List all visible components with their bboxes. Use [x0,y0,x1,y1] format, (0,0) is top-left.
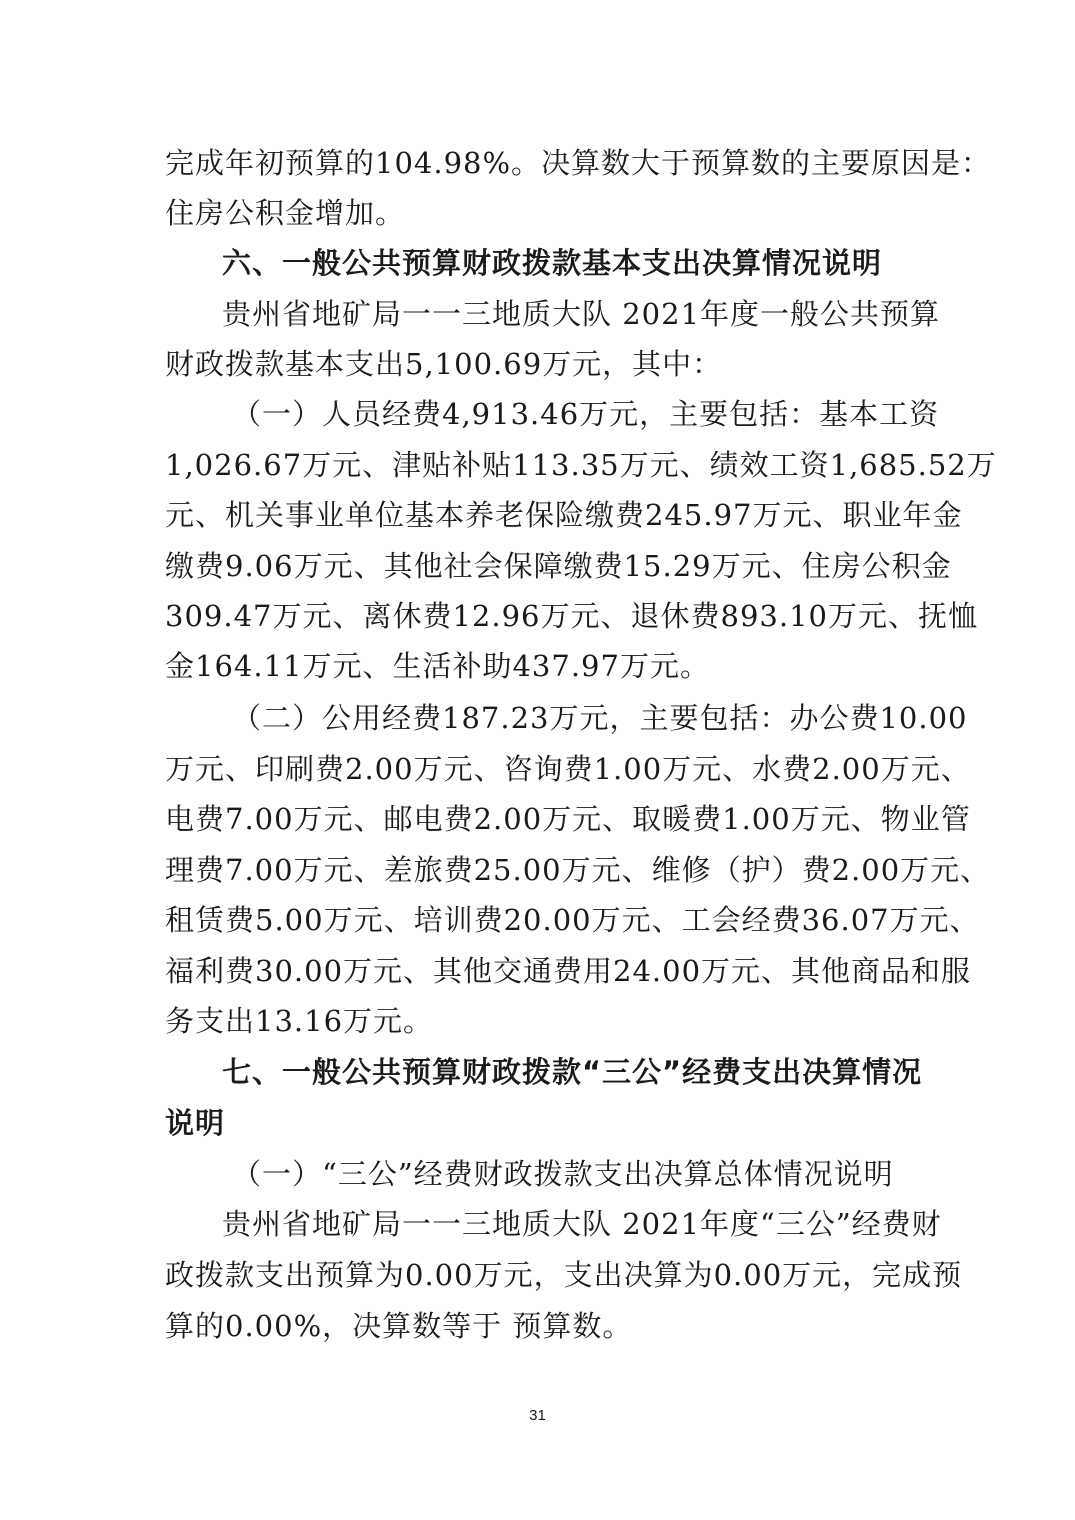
section-heading-7: 七、一般公共预算财政拨款“三公”经费支出决算情况 [222,1055,923,1089]
body-line: 缴费9.06万元、其他社会保障缴费15.29万元、住房公积金 [165,549,952,583]
body-line: （二）公用经费187.23万元，主要包括：办公费10.00 [232,701,968,735]
subsection-heading: （一）“三公”经费财政拨款支出决算总体情况说明 [232,1157,894,1191]
body-line: 完成年初预算的104.98%。决算数大于预算数的主要原因是： [165,146,992,180]
body-line: 贵州省地矿局一一三地质大队 2021年度“三公”经费财 [222,1207,942,1241]
body-line: 万元、印刷费2.00万元、咨询费1.00万元、水费2.00万元、 [165,752,971,786]
body-line: （一）人员经费4,913.46万元，主要包括：基本工资 [232,397,940,431]
body-line: 元、机关事业单位基本养老保险缴费245.97万元、职业年金 [165,498,963,532]
body-line: 电费7.00万元、邮电费2.00万元、取暖费1.00万元、物业管 [165,802,971,836]
body-line: 福利费30.00万元、其他交通费用24.00万元、其他商品和服 [165,954,972,988]
body-line: 政拨款支出预算为0.00万元，支出决算为0.00万元，完成预 [165,1258,963,1292]
page-number: 31 [529,1407,546,1424]
body-line: 金164.11万元、生活补助437.97万元。 [165,649,710,683]
body-line: 贵州省地矿局一一三地质大队 2021年度一般公共预算 [222,297,941,331]
section-heading-6: 六、一般公共预算财政拨款基本支出决算情况说明 [222,246,883,280]
body-line: 算的0.00%，决算数等于 预算数。 [165,1309,633,1343]
body-line: 理费7.00万元、差旅费25.00万元、维修（护）费2.00万元、 [165,853,991,887]
body-line: 309.47万元、离休费12.96万元、退休费893.10万元、抚恤 [165,599,978,633]
body-line: 财政拨款基本支出5,100.69万元，其中： [165,347,723,381]
body-line: 务支出13.16万元。 [165,1004,434,1038]
body-line: 1,026.67万元、津贴补贴113.35万元、绩效工资1,685.52万 [165,448,997,482]
section-heading-7-cont: 说明 [165,1106,226,1140]
body-line: 住房公积金增加。 [165,196,406,230]
body-line: 租赁费5.00万元、培训费20.00万元、工会经费36.07万元、 [165,903,980,937]
